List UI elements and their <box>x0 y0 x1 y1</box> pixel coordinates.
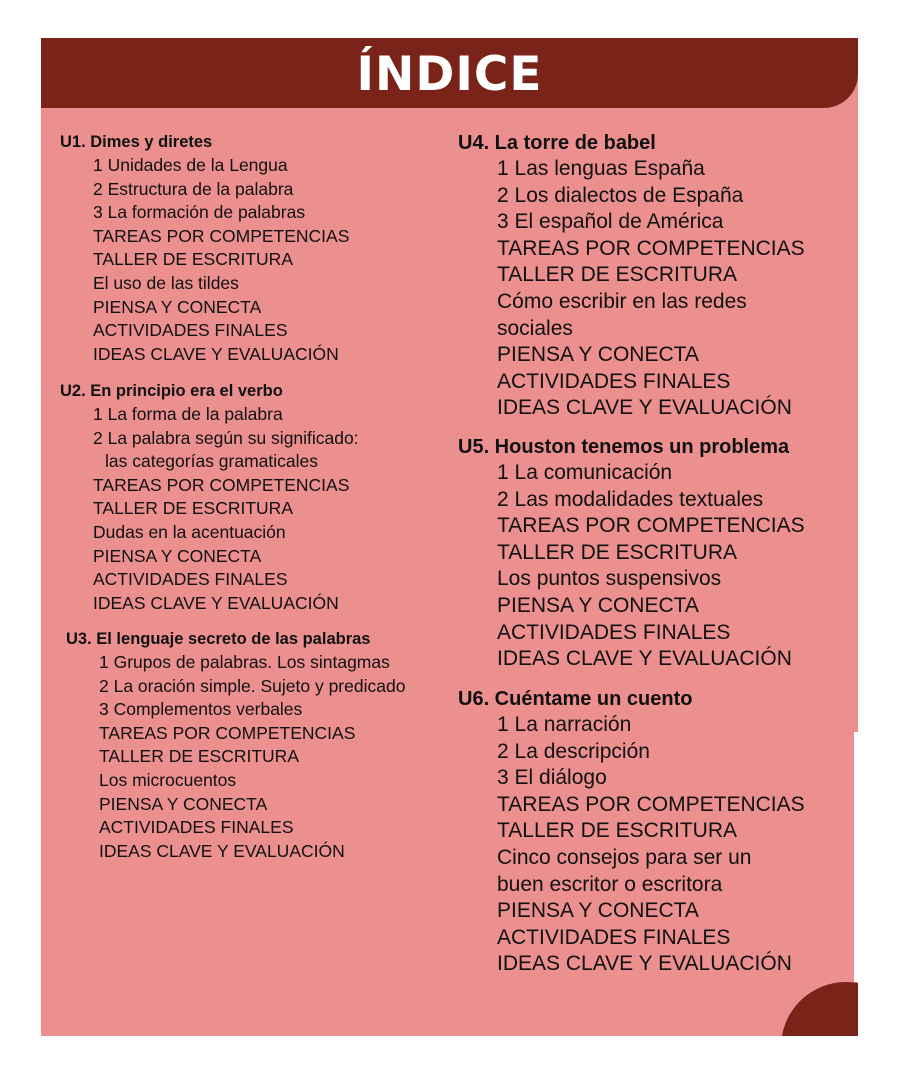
unit-4-item: sociales <box>497 316 573 340</box>
unit-6-item: TAREAS POR COMPETENCIAS <box>497 792 805 816</box>
unit-5-item: 1 La comunicación <box>497 461 673 484</box>
unit-5-item: 2 Las modalidades textuales <box>497 487 764 511</box>
unit-6-item: Cinco consejos para ser un <box>497 845 752 869</box>
unit-5-item: TALLER DE ESCRITURA <box>497 540 737 564</box>
unit-4-item: 2 Los dialectos de España <box>497 183 744 207</box>
corner-decoration <box>781 982 858 1036</box>
unit-2-item: TAREAS POR COMPETENCIAS <box>93 474 350 495</box>
unit-4-item: 3 El español de América <box>497 210 724 234</box>
unit-5-item: Los puntos suspensivos <box>497 567 722 591</box>
edge-notch <box>854 732 858 982</box>
unit-2-item: IDEAS CLAVE Y EVALUACIÓN <box>93 592 339 613</box>
unit-1-item: El uso de las tildes <box>93 272 239 293</box>
unit-4-item: TALLER DE ESCRITURA <box>497 263 737 287</box>
unit-6-item: 3 El diálogo <box>497 766 607 790</box>
unit-4-item: PIENSA Y CONECTA <box>497 343 699 367</box>
unit-4-item: ACTIVIDADES FINALES <box>497 369 731 393</box>
unit-5-item: IDEAS CLAVE Y EVALUACIÓN <box>497 647 792 671</box>
unit-4-title: U4. La torre de babel <box>458 132 656 154</box>
unit-6-title: U6. Cuéntame un cuento <box>458 688 693 710</box>
page-title: ÍNDICE <box>356 47 543 102</box>
unit-1-item: IDEAS CLAVE Y EVALUACIÓN <box>93 343 339 364</box>
unit-6-item: TALLER DE ESCRITURA <box>497 819 737 843</box>
header-banner <box>41 38 858 108</box>
unit-1-item: ACTIVIDADES FINALES <box>93 320 288 341</box>
unit-1-item: 1 Unidades de la Lengua <box>93 155 288 175</box>
unit-3-item: ACTIVIDADES FINALES <box>99 817 294 838</box>
unit-5-section <box>458 434 805 673</box>
unit-3-item: TAREAS POR COMPETENCIAS <box>99 722 356 743</box>
unit-2-item: Dudas en la acentuación <box>93 521 286 542</box>
unit-1-title: U1. Dimes y diretes <box>60 133 213 151</box>
unit-1-section <box>60 131 349 366</box>
unit-5-title: U5. Houston tenemos un problema <box>458 436 790 458</box>
unit-3-title: U3. El lenguaje secreto de las palabras <box>66 630 371 648</box>
unit-2-item: 1 La forma de la palabra <box>93 404 283 424</box>
unit-2-item: TALLER DE ESCRITURA <box>93 498 293 519</box>
unit-6-item: buen escritor o escritora <box>497 872 723 896</box>
unit-2-item: ACTIVIDADES FINALES <box>93 569 288 590</box>
unit-4-section <box>458 130 805 422</box>
unit-5-item: PIENSA Y CONECTA <box>497 593 699 617</box>
unit-6-section <box>458 686 805 978</box>
unit-2-item: PIENSA Y CONECTA <box>93 545 262 566</box>
unit-6-item: ACTIVIDADES FINALES <box>497 925 731 949</box>
unit-6-item: 2 La descripción <box>497 739 650 763</box>
unit-3-item: PIENSA Y CONECTA <box>99 793 268 814</box>
unit-6-item: PIENSA Y CONECTA <box>497 899 699 923</box>
unit-3-item: Los microcuentos <box>99 769 237 790</box>
unit-1-item: TALLER DE ESCRITURA <box>93 249 293 270</box>
unit-3-item: 1 Grupos de palabras. Los sintagmas <box>99 652 390 672</box>
unit-4-item: Cómo escribir en las redes <box>497 289 747 313</box>
unit-5-item: TAREAS POR COMPETENCIAS <box>497 514 805 538</box>
unit-6-item: 1 La narración <box>497 713 632 736</box>
unit-4-item: IDEAS CLAVE Y EVALUACIÓN <box>497 396 792 420</box>
unit-5-item: ACTIVIDADES FINALES <box>497 620 731 644</box>
unit-2-item: las categorías gramaticales <box>105 451 319 472</box>
unit-2-title: U2. En principio era el verbo <box>60 382 283 400</box>
unit-2-section <box>60 380 359 615</box>
unit-4-item: TAREAS POR COMPETENCIAS <box>497 236 805 260</box>
unit-1-item: 3 La formación de palabras <box>93 202 306 223</box>
unit-6-item: IDEAS CLAVE Y EVALUACIÓN <box>497 952 792 976</box>
unit-3-item: TALLER DE ESCRITURA <box>99 746 299 767</box>
unit-4-item: 1 Las lenguas España <box>497 157 705 180</box>
unit-3-item: 2 La oración simple. Sujeto y predicado <box>99 675 406 696</box>
unit-2-item: 2 La palabra según su significado: <box>93 427 359 448</box>
unit-1-item: PIENSA Y CONECTA <box>93 296 262 317</box>
unit-3-section <box>66 628 405 863</box>
unit-1-item: 2 Estructura de la palabra <box>93 178 294 199</box>
unit-3-item: 3 Complementos verbales <box>99 699 303 720</box>
unit-3-item: IDEAS CLAVE Y EVALUACIÓN <box>99 840 345 861</box>
unit-1-item: TAREAS POR COMPETENCIAS <box>93 225 350 246</box>
